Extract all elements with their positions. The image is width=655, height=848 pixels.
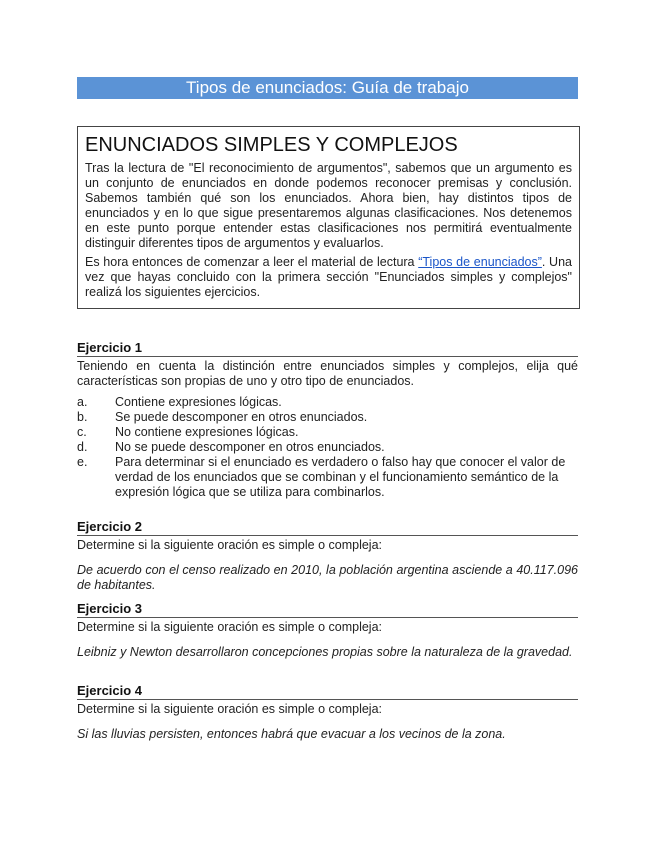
exercise-4-prompt: Determine si la siguiente oración es simple o compleja: bbox=[77, 702, 383, 716]
exercise-2-title: Ejercicio 2 bbox=[77, 518, 578, 536]
exercise-3-title: Ejercicio 3 bbox=[77, 600, 578, 618]
option-marker: c. bbox=[77, 425, 87, 439]
intro-paragraph-2 bbox=[85, 255, 572, 300]
exercise-1-options bbox=[77, 395, 578, 500]
exercise-4-title: Ejercicio 4 bbox=[77, 682, 578, 700]
intro-text-before-link: Es hora entonces de comenzar a leer el material de lectura bbox=[85, 255, 419, 269]
option-text: Contiene expresiones lógicas. bbox=[115, 395, 282, 409]
section-heading: ENUNCIADOS SIMPLES Y COMPLEJOS bbox=[85, 134, 458, 156]
exercise-4 bbox=[77, 682, 578, 742]
exercise-4-sentence: Si las lluvias persisten, entonces habrá que evacuar a los vecinos de la zona. bbox=[77, 727, 506, 741]
intro-box bbox=[77, 126, 580, 309]
intro-text-after-link: . Una vez que hayas concluido con la primera sección "Enunciados simples y complejos" realizá los siguientes ejercicios. bbox=[85, 255, 572, 299]
option-marker: a. bbox=[77, 395, 88, 409]
exercise-2 bbox=[77, 518, 578, 593]
page-title: Tipos de enunciados: Guía de trabajo bbox=[77, 77, 578, 99]
option-marker: e. bbox=[77, 455, 88, 469]
intro-paragraph-1: Tras la lectura de "El reconocimiento de argumentos", sabemos que un argumento es un conjunto de enunciados en donde podemos reconocer premisas y conclusión. Sabemos también qué son los enunciados. Ahora bien, hay distintos tipos de enunciados y en lo que sigue presentaremos algunas clasificaciones. Nos detenemos en este punto porque entender estas clasificaciones nos permitirá eventualmente distinguir diferentes tipos de argumentos y evaluarlos. bbox=[85, 161, 572, 250]
option-c[interactable] bbox=[77, 425, 578, 440]
exercise-3 bbox=[77, 600, 578, 660]
exercise-3-prompt: Determine si la siguiente oración es simple o compleja: bbox=[77, 620, 383, 634]
option-text: No contiene expresiones lógicas. bbox=[115, 425, 299, 439]
exercise-1-prompt: Teniendo en cuenta la distinción entre enunciados simples y complejos, elija qué características son propias de uno y otro tipo de enunciados. bbox=[77, 359, 578, 388]
option-text: Para determinar si el enunciado es verdadero o falso hay que conocer el valor de verdad de los enunciados que se combinan y el funcionamiento semántico de la expresión lógica que se utiliza para combinarlos. bbox=[115, 455, 566, 499]
exercise-1 bbox=[77, 339, 578, 500]
option-a[interactable] bbox=[77, 395, 578, 410]
option-b[interactable] bbox=[77, 410, 578, 425]
option-marker: b. bbox=[77, 410, 88, 424]
exercise-3-sentence: Leibniz y Newton desarrollaron concepciones propias sobre la naturaleza de la gravedad. bbox=[77, 645, 573, 659]
option-marker: d. bbox=[77, 440, 88, 454]
exercise-2-sentence: De acuerdo con el censo realizado en 2010, la población argentina asciende a 40.117.096 de habitantes. bbox=[77, 563, 578, 592]
option-d[interactable] bbox=[77, 440, 578, 455]
exercise-2-prompt: Determine si la siguiente oración es simple o compleja: bbox=[77, 538, 383, 552]
tipos-de-enunciados-link[interactable]: “Tipos de enunciados” bbox=[418, 255, 542, 269]
option-e[interactable] bbox=[77, 455, 578, 500]
option-text: No se puede descomponer en otros enunciados. bbox=[115, 440, 385, 454]
option-text: Se puede descomponer en otros enunciados. bbox=[115, 410, 368, 424]
exercise-1-title: Ejercicio 1 bbox=[77, 339, 578, 357]
